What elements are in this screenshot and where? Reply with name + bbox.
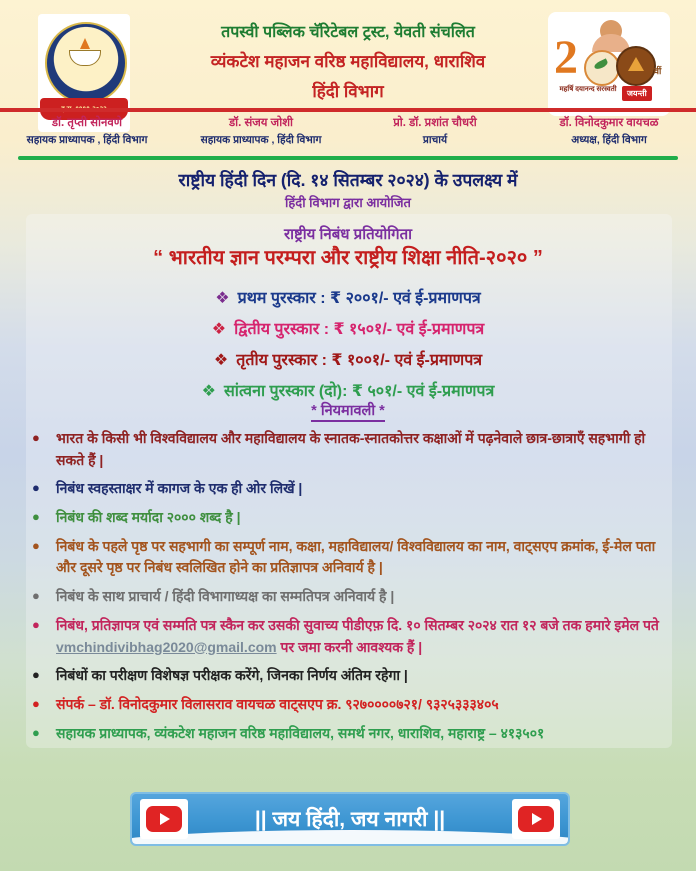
rules-list: [32, 428, 668, 751]
faculty-title: अध्यक्ष, हिंदी विभाग: [571, 134, 647, 146]
header: [140, 16, 556, 109]
red-divider: [0, 108, 696, 112]
bullet-icon: ●: [32, 480, 40, 496]
diamond-bullet-icon: ❖: [213, 352, 229, 369]
rule-item: [32, 615, 668, 658]
diamond-bullet-icon: ❖: [215, 290, 230, 307]
rule-text: संपर्क – डॉ. विनोदकुमार विलासराव वायचळ वाट्सएप क्र. ९२७००००७२१/ ९३२५३३३४०५: [56, 695, 499, 712]
prize-text: सांत्वना पुरस्कार (दो): ₹ ५०१/- एवं ई-प्रमाणपत्र: [223, 383, 495, 400]
faculty-name: डॉ. तृप्ती सोनवणे: [51, 117, 123, 129]
rule-text-suffix: पर जमा करनी आवश्यक हैं |: [276, 638, 423, 655]
faculty-title: सहायक प्राध्यापक , हिंदी विभाग: [26, 134, 148, 146]
prize-second: [0, 317, 696, 339]
jayanti-badge: जयन्ती: [622, 86, 652, 101]
rule-item: [32, 723, 668, 745]
rule-text-prefix: निबंध, प्रतिज्ञापत्र एवं सम्मति पत्र स्कैन कर उसकी सुवाच्य पीडीएफ़ दि. १० सितम्बर २०२४ रात १२ बजे तक हमारे इमेल पते: [56, 616, 659, 633]
youtube-icon[interactable]: [140, 799, 188, 839]
rule-text: भारत के किसी भी विश्वविद्यालय और महाविद्यालय के स्नातक-स्नातकोत्तर कक्षाओं में पढ़नेवाले छात्र-छात्राएँ सहभागी हो सकते हैं |: [56, 430, 646, 468]
rule-text: निबंध स्वहस्ताक्षर में कागज के एक ही ओर लिखें |: [56, 480, 303, 497]
leaf-icon: [593, 58, 609, 70]
faculty-name: डॉ. विनोदकुमार वायचळ: [559, 117, 659, 129]
organizer-line: हिंदी विभाग द्वारा आयोजित: [285, 195, 411, 210]
faculty-member: [522, 113, 696, 147]
faculty-title: सहायक प्राध्यापक , हिंदी विभाग: [200, 134, 322, 146]
green-divider: [18, 156, 678, 160]
bullet-icon: ●: [32, 695, 40, 711]
diamond-bullet-icon: ❖: [211, 321, 227, 338]
rule-text: [56, 615, 668, 658]
rule-text: सहायक प्राध्यापक, व्यंकटेश महाजन वरिष्ठ महाविद्यालय, समर्थ नगर, धाराशिव, महाराष्ट्र – ४१३५०१: [56, 724, 545, 741]
play-triangle-icon: [532, 813, 542, 825]
essay-topic-title: “ भारतीय ज्ञान परम्परा और राष्ट्रीय शिक्षा नीति-२०२० ”: [153, 247, 543, 269]
bullet-icon: ●: [32, 588, 40, 604]
prize-consolation: [0, 379, 696, 401]
occasion-line: राष्ट्रीय हिंदी दिन (दि. १४ सितम्बर २०२४) के उपलक्ष्य में: [178, 170, 518, 190]
rule-item: [32, 507, 668, 529]
faculty-row: [0, 113, 696, 147]
rule-item: [32, 478, 668, 500]
faculty-title: प्राचार्य: [422, 134, 448, 146]
bullet-icon: ●: [32, 430, 40, 445]
rule-item: [32, 586, 668, 608]
logo-suffix: वीं: [654, 66, 662, 76]
prize-text: तृतीय पुरस्कार : ₹ १००१/- एवं ई-प्रमाणपत्र: [236, 352, 483, 369]
dayanand-jayanti-logo: [548, 12, 670, 116]
prize-text: द्वितीय पुरस्कार : ₹ १५०१/- एवं ई-प्रमाणपत्र: [234, 321, 485, 338]
play-triangle-icon: [160, 813, 170, 825]
diamond-bullet-icon: ❖: [201, 383, 216, 400]
rule-text: निबंधों का परीक्षण विशेषज्ञ परीक्षक करेंगे, जिनका निर्णय अंतिम रहेगा |: [56, 667, 408, 684]
bullet-icon: ●: [32, 537, 40, 553]
rule-item: [32, 428, 668, 471]
zero-circle-dark-icon: [616, 46, 656, 86]
trust-line: तपस्वी पब्लिक चॅरिटेबल ट्रस्ट, येवती संचलित: [221, 24, 475, 41]
rule-text: निबंध के साथ प्राचार्य / हिंदी विभागाध्यक्ष का सम्मतिपत्र अनिवार्य है |: [56, 588, 395, 605]
faculty-member: [348, 113, 522, 147]
bullet-icon: ●: [32, 724, 40, 740]
slogan-text: || जय हिंदी, जय नागरी ||: [254, 808, 446, 831]
faculty-name: डॉ. संजय जोशी: [228, 117, 293, 129]
rule-text: निबंध की शब्द मर्यादा २००० शब्द है |: [56, 509, 241, 526]
bullet-icon: ●: [32, 667, 40, 683]
rule-item: [32, 665, 668, 687]
bullet-icon: ●: [32, 616, 40, 632]
prize-first: [0, 286, 696, 308]
lamp-flame-icon: [80, 38, 90, 49]
youtube-play-icon: [146, 806, 182, 832]
rule-item: [32, 536, 668, 579]
rule-item: [32, 694, 668, 716]
youtube-play-icon: [518, 806, 554, 832]
faculty-member: [0, 113, 174, 147]
faculty-name: प्रो. डॉ. प्रशांत चौधरी: [393, 117, 477, 129]
logo-name-text: महर्षि दयानन्द सरस्वती: [559, 86, 617, 93]
logo-number: 2: [554, 31, 578, 84]
footer-banner: [130, 792, 570, 846]
zero-circle-icon: [584, 50, 620, 86]
prize-third: [0, 348, 696, 370]
bullet-icon: ●: [32, 509, 40, 525]
temple-icon: [628, 57, 644, 71]
youtube-icon[interactable]: [512, 799, 560, 839]
college-line: व्यंकटेश महाजन वरिष्ठ महाविद्यालय, धाराशिव: [210, 52, 486, 71]
email-link[interactable]: vmchindivibhag2020@gmail.com: [56, 638, 277, 655]
rules-heading: * नियमावली *: [0, 400, 696, 420]
prize-list: [0, 286, 696, 410]
department-line: हिंदी विभाग: [312, 82, 384, 101]
competition-title: राष्ट्रीय निबंध प्रतियोगिता: [283, 226, 413, 243]
prize-text: प्रथम पुरस्कार : ₹ २००१/- एवं ई-प्रमाणपत्र: [237, 290, 481, 307]
rule-text: निबंध के पहले पृष्ठ पर सहभागी का सम्पूर्ण नाम, कक्षा, महाविद्यालय/ विश्वविद्यालय का नाम, वाट्सएप क्रमांक, ई-मेल पता और दूसरे पृष्ठ पर निबंध स्वलिखित होने का प्रतिज्ञापत्र अनिवार्य है |: [56, 537, 656, 576]
faculty-member: [174, 113, 348, 147]
